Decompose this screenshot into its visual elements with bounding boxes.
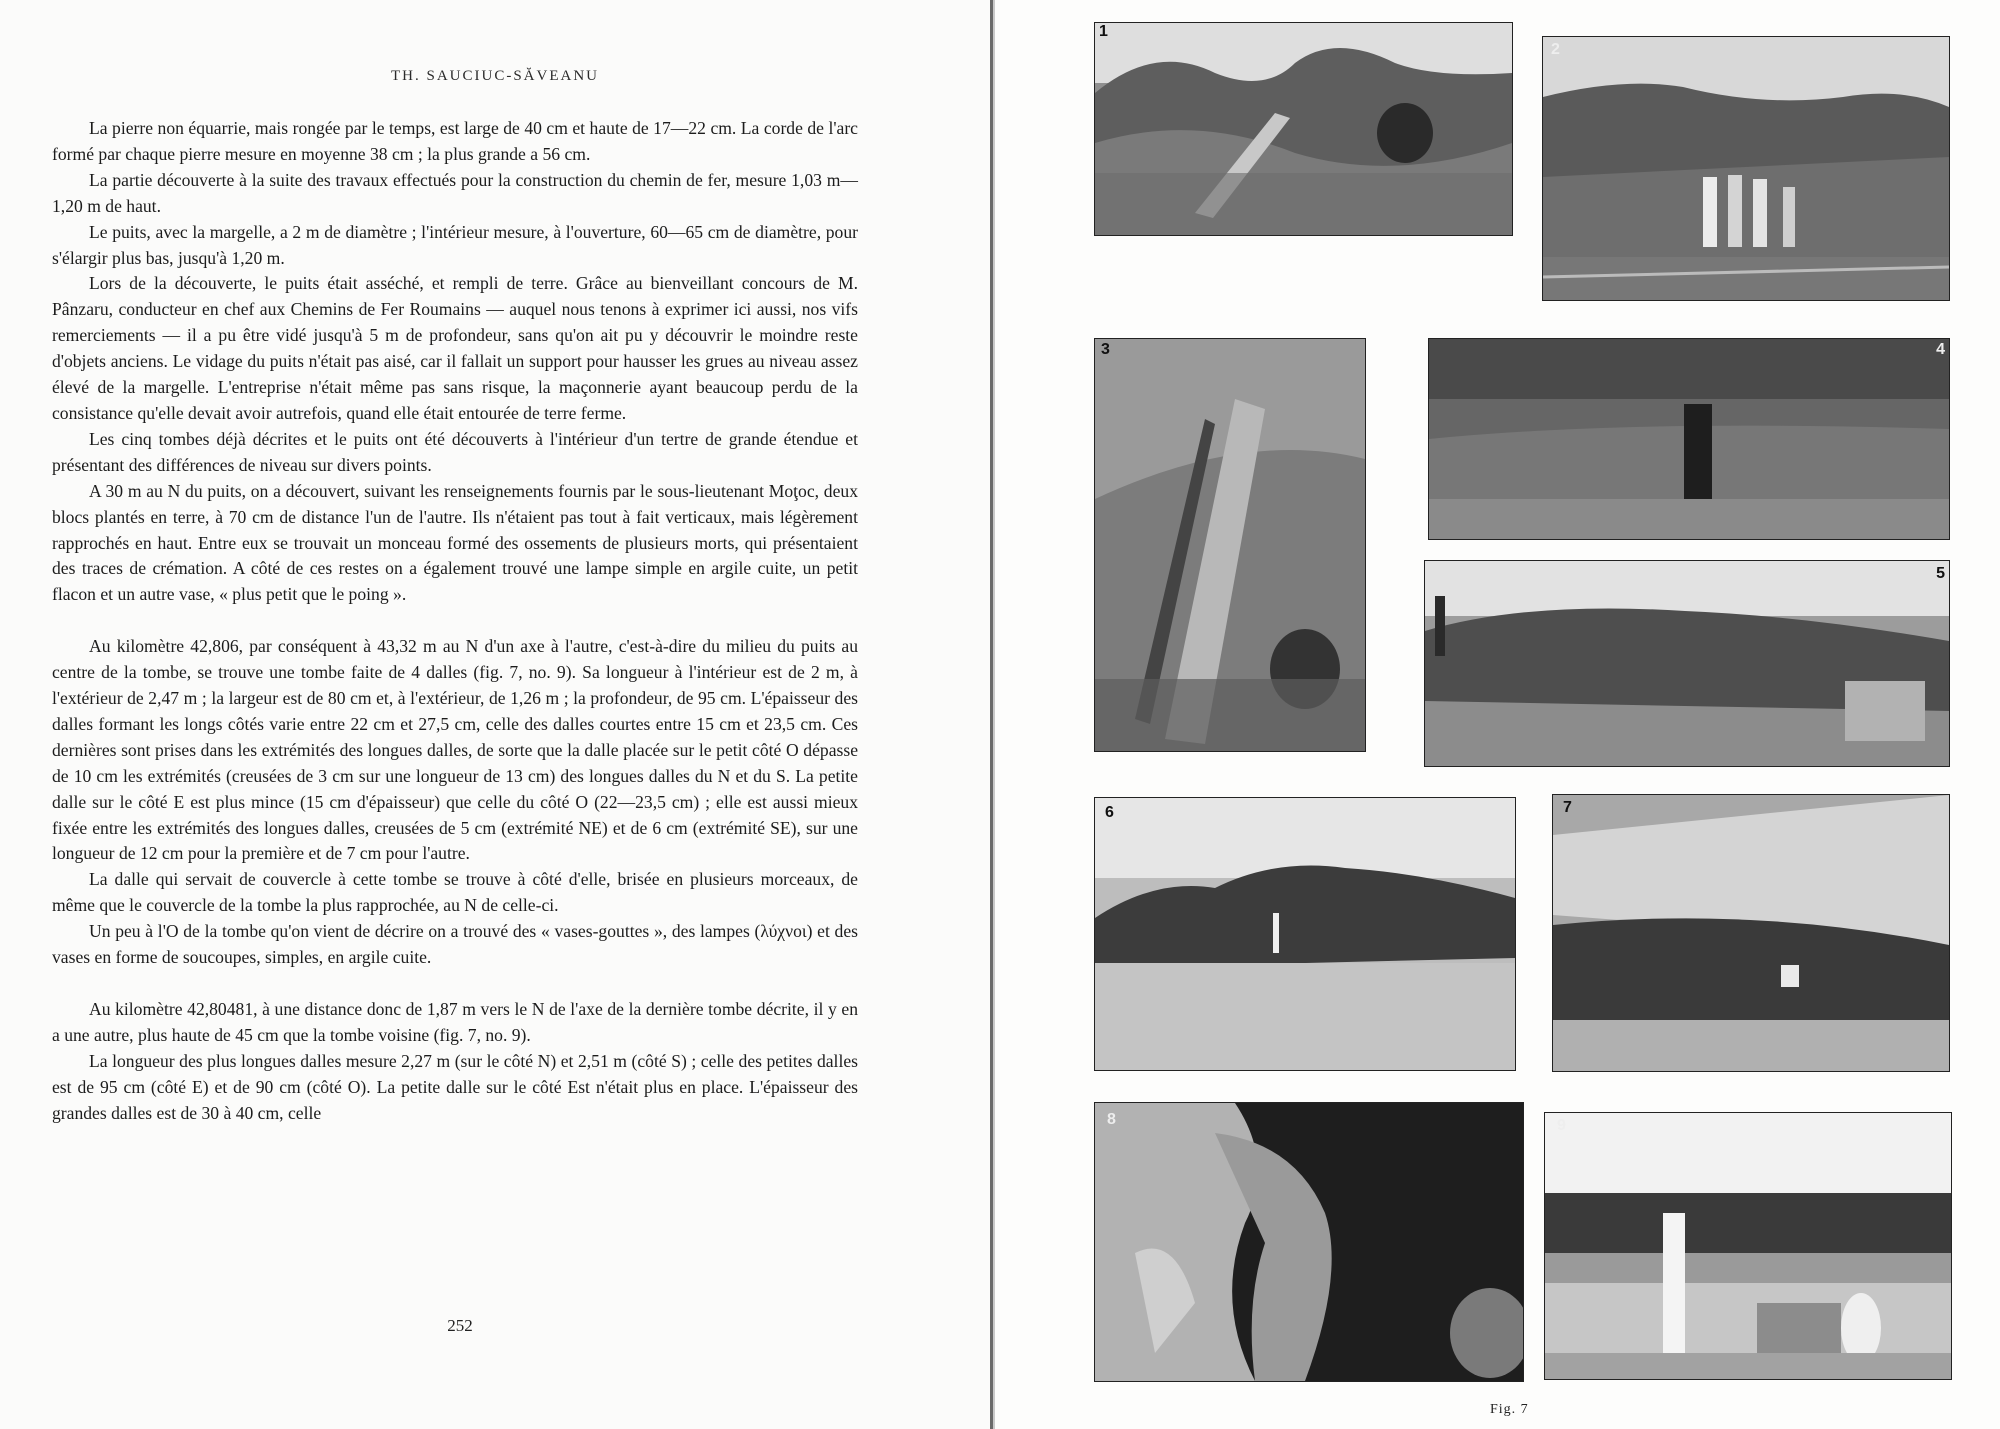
photo-3-image [1095, 339, 1365, 751]
photo-excavation-1 [1094, 22, 1513, 236]
paragraph: Les cinq tombes déjà décrites et le puits ont été découverts à l'intérieur d'un tertre de grande étendue et présentant des différences de niveau sur divers points. [52, 428, 858, 475]
body-text [52, 116, 858, 1127]
photo-excavation-8 [1094, 1102, 1524, 1382]
photo-4-image [1429, 339, 1949, 539]
photo-excavation-5 [1424, 560, 1950, 767]
photo-excavation-7 [1552, 794, 1950, 1072]
photo-1-image [1095, 23, 1512, 235]
paragraph: La partie découverte à la suite des travaux effectués pour la construction du chemin de fer, mesure 1,03 m—1,20 m de haut. [52, 169, 858, 216]
paragraph: Lors de la découverte, le puits était asséché, et rempli de terre. Grâce au bienveillant concours de M. Pânzaru, conducteur en chef aux Chemins de Fer Roumains — auquel nous tenons à exprimer ici aussi, nos vifs remerciements — il a pu être vidé jusqu'à 5 m de profondeur, sans qu'on ait pu y découvrir le moindre reste d'objets anciens. Le vidage du puits n'était pas aisé, car il fallait un support pour hausser les grues au niveau assez élevé de la margelle. L'entreprise n'était même pas sans risque, la maçonnerie ayant beaucoup perdu de la consistance qu'elle devait avoir autrefois, quand elle était entourée de terre ferme. [52, 273, 858, 423]
photo-excavation-2 [1542, 36, 1950, 301]
photo-8-image [1095, 1103, 1523, 1381]
paragraph: Au kilomètre 42,806, par conséquent à 43,32 m au N d'un axe à l'autre, c'est-à-dire du milieu du puits au centre de la tombe, se trouve une tombe faite de 4 dalles (fig. 7, no. 9). Sa longueur à l'intérieur est de 2 m, à l'extérieur de 2,47 m ; la largeur est de 80 cm et, à l'extérieur, de 1,26 m ; la profondeur, de 95 cm. L'épaisseur des dalles formant les longs côtés varie entre 22 cm et 27,5 cm, celle des dalles courtes entre 15 cm et 23,5 cm. Ces dernières sont prises dans les extrémités des longues dalles, de sorte que la dalle placée sur le petit côté O dépasse de 10 cm les extrémités (creusées de 3 cm sur une longueur de 13 cm) des longues dalles du N et du S. La petite dalle sur le côté E est plus mince (15 cm d'épaisseur) que celle du côté O (22—23,5 cm) ; elle est aussi mieux fixée entre les extrémités des longues dalles, creusées de 5 cm (extrémité NE) et de 6 cm (extrémité SE), sur une longueur de 12 cm pour la première et de 7 cm pour l'autre. [52, 636, 858, 864]
left-page [0, 0, 990, 1429]
photo-number: 1 [1099, 23, 1108, 40]
paragraph: La longueur des plus longues dalles mesure 2,27 m (sur le côté N) et 2,51 m (côté S) ; celle des petites dalles est de 95 cm (côté E) et de 90 cm (côté O). La petite dalle sur le côté Est n'était plus en place. L'épaisseur des grandes dalles est de 30 à 40 cm, celle [52, 1050, 858, 1123]
paragraph: A 30 m au N du puits, on a découvert, suivant les renseignements fournis par le sous-lieutenant Moţoc, deux blocs plantés en terre, à 70 cm de distance l'un de l'autre. Ils n'étaient pas tout à fait verticaux, mais légèrement rapprochés en haut. Entre eux se trouvait un monceau formé des ossements de plusieurs morts, qui présentaient des traces de crémation. A côté de ces restes on a également trouvé une lampe simple en argile cuite, un petit flacon et un autre vase, « plus petit que le poing ». [52, 480, 858, 605]
paragraph: Le puits, avec la margelle, a 2 m de diamètre ; l'intérieur mesure, à l'ouverture, 60—65 cm de diamètre, pour s'élargir plus bas, jusqu'à 1,20 m. [52, 221, 858, 268]
photo-number: 7 [1563, 799, 1572, 816]
paragraph: La dalle qui servait de couvercle à cette tombe se trouve à côté d'elle, brisée en plusieurs morceaux, de même que le couvercle de la tombe la plus rapprochée, au N de celle-ci. [52, 869, 858, 916]
photo-excavation-4 [1428, 338, 1950, 540]
photo-number: 6 [1105, 804, 1114, 821]
photo-5-image [1425, 561, 1949, 766]
running-title: TH. SAUCIUC-SĂVEANU [390, 68, 599, 84]
paragraph: Un peu à l'O de la tombe qu'on vient de décrire on a trouvé des « vases-gouttes », des lampes (λύχνοι) et des vases en forme de soucoupes, simples, en argile cuite. [52, 921, 858, 968]
photo-2-image [1543, 37, 1949, 300]
photo-excavation-9 [1544, 1112, 1952, 1380]
figure-caption: Fig. 7 [1490, 1402, 1529, 1417]
photo-number: 2 [1551, 41, 1560, 58]
photo-number: 9 [1557, 1117, 1566, 1134]
photo-excavation-6 [1094, 797, 1516, 1071]
photo-number: 5 [1936, 565, 1945, 582]
photo-9-image [1545, 1113, 1951, 1379]
photo-6-image [1095, 798, 1515, 1070]
page-number: 252 [447, 1316, 473, 1335]
photo-number: 3 [1101, 341, 1110, 358]
photo-number: 8 [1107, 1111, 1116, 1128]
paragraph: Au kilomètre 42,80481, à une distance donc de 1,87 m vers le N de l'axe de la dernière tombe décrite, il y en a une autre, plus haute de 45 cm que la tombe voisine (fig. 7, no. 9). [52, 999, 858, 1045]
photo-number: 4 [1936, 341, 1945, 358]
photo-7-image [1553, 795, 1949, 1071]
photo-excavation-3 [1094, 338, 1366, 752]
paragraph: La pierre non équarrie, mais rongée par le temps, est large de 40 cm et haute de 17—22 cm. La corde de l'arc formé par chaque pierre mesure en moyenne 38 cm ; la plus grande a 56 cm. [52, 118, 858, 164]
